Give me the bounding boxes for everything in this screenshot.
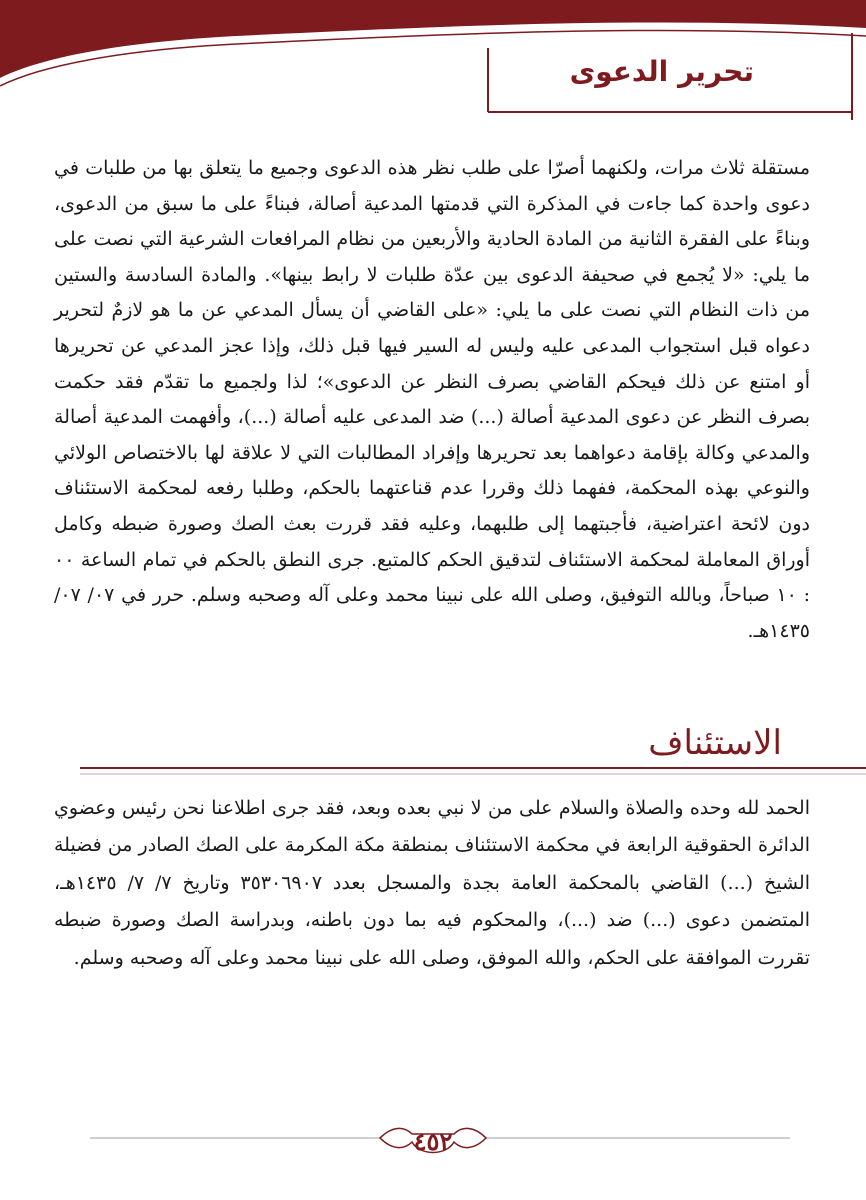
header-box-bottom-line — [488, 112, 852, 120]
section-divider — [0, 764, 866, 778]
body-paragraph-2: الحمد لله وحده والصلاة والسلام على من لا نبي بعده وبعد، فقد جرى اطلاعنا نحن رئيس وعضوي الدائرة الحقوقية الرابعة في محكمة الاستئناف بمنطقة مكة المكرمة على الصك الصادر من فضيلة الشيخ (...) القاضي بالمحكمة العامة بجدة والمسجل بعدد ٣٥٣٠٦٩٠٧ وتاريخ ٧/ ٧/ ١٤٣٥هـ، المتضمن دعوى (...) ضد (...)، والمحكوم فيه بما دون باطنه، وبدراسة الصك وصورة ضبطه تقررت الموافقة على الحكم، والله الموفق، وصلى الله على نبينا محمد وعلى آله وصحبه وسلم. — [54, 797, 810, 969]
body-paragraph-1: مستقلة ثلاث مرات، ولكنهما أصرّا على طلب نظر هذه الدعوى وجميع ما يتعلق بها من طلبات في دعوى واحدة كما جاءت في المذكرة التي قدمتها المدعية أصالة، فبناءً على ما سبق من الدعوى، وبناءً على الفقرة الثانية من المادة الحادية والأربعين من نظام المرافعات الشرعية التي نصت على ما يلي: «لا يُجمع في صحيفة الدعوى بين عدّة طلبات لا رابط بينها». والمادة السادسة والستين من ذات النظام التي نصت على ما يلي: «على القاضي أن يسأل المدعي عن ما هو لازمٌ لتحرير دعواه قبل استجواب المدعى عليه وليس له السير فيها قبل ذلك، وإذا عجز المدعي عن تحريرها أو امتنع عن ذلك فيحكم القاضي بصرف النظر عن الدعوى»؛ لذا ولجميع ما تقدّم فقد حكمت بصرف النظر عن دعوى المدعية أصالة (...) ضد المدعى عليه أصالة (...)، وأفهمت المدعية أصالة والمدعي وكالة بإقامة دعواهما بعد تحريرها وإفراد المطالبات التي لا علاقة لها بالاختصاص الولائي والنوعي بهذه المحكمة، ففهما ذلك وقررا عدم قناعتهما بالحكم، وطلبا رفعه لمحكمة الاستئناف دون لائحة اعتراضية، فأجبتهما إلى طلبهما، وعليه فقد قررت بعث الصك وصورة ضبطه وكامل أوراق المعاملة لمحكمة الاستئناف لتدقيق الحكم كالمتبع. جرى النطق بالحكم في تمام الساعة ٠٠ : ١٠ صباحاً، وبالله التوفيق، وصلى الله على نبينا محمد وعلى آله وصحبه وسلم. حرر في ٠٧/ ٠٧/ ١٤٣٥هـ. — [54, 157, 811, 642]
page-number: ٤٥٢ — [413, 1127, 453, 1156]
chapter-title: تحرير الدعوى — [569, 55, 754, 88]
section-heading: الاستئناف — [648, 723, 782, 763]
